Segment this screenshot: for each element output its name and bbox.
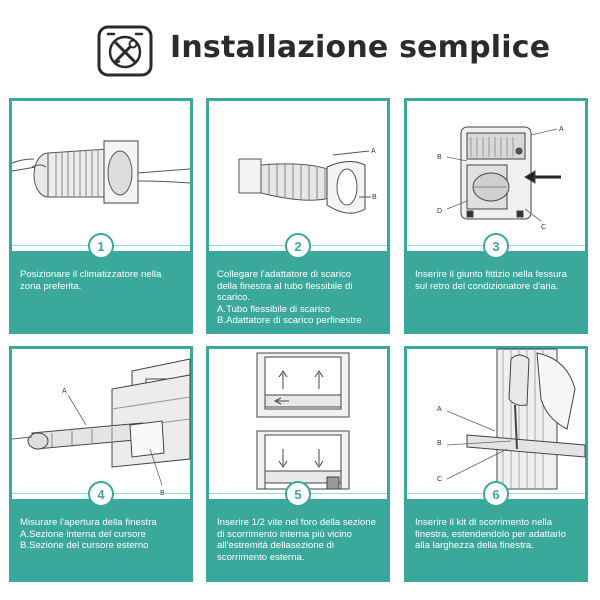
step-5-text (217, 517, 383, 563)
text-line: A.Sezione interna del cursore (20, 528, 146, 540)
label-B: B (437, 154, 442, 161)
step-1-panel (12, 251, 190, 331)
header (0, 0, 600, 92)
step-card-5 (206, 346, 390, 582)
text-line: alla larghezza della finestra. (415, 540, 534, 552)
step-number-badge: 5 (285, 481, 311, 507)
text-line: B.Sezione del cursore esterno (20, 540, 149, 552)
step-number-badge: 2 (285, 233, 311, 259)
text-line: scarico. (217, 292, 251, 304)
step-2-text (217, 269, 383, 327)
label-A: A (62, 388, 67, 395)
step-6-panel (407, 499, 585, 579)
step-card-6 (404, 346, 588, 582)
text-line: B.Adattatore di scarico perfinestre (217, 315, 362, 327)
step-1-illustration (12, 101, 190, 241)
step-number-badge: 1 (88, 233, 114, 259)
step-2-illustration (209, 101, 387, 241)
step-4-illustration (12, 349, 190, 489)
step-3-illustration (407, 101, 585, 241)
step-1-text (20, 269, 186, 292)
text-line: Inserire il kit di scorrimento nella (415, 517, 553, 528)
step-card-3 (404, 98, 588, 334)
label-B: B (372, 194, 377, 201)
step-4-text (20, 517, 186, 552)
page-title: Installazione semplice (170, 30, 551, 65)
text-line: all'estremità dellasezione di (217, 540, 335, 552)
label-A: A (559, 126, 564, 133)
step-number-badge: 6 (483, 481, 509, 507)
step-3-panel (407, 251, 585, 331)
step-number-badge: 3 (483, 233, 509, 259)
step-5-panel (209, 499, 387, 579)
text-line: scorrimento esterna. (217, 551, 305, 563)
text-line: di scorrimento interna più vicino (217, 528, 352, 540)
step-5-illustration (209, 349, 387, 489)
step-3-text (415, 269, 581, 292)
step-card-2 (206, 98, 390, 334)
text-line: A.Tubo flessibile di scarico (217, 303, 331, 315)
text-line: zona preferita. (20, 280, 82, 292)
text-line: Posizionare il climatizzatore nella (20, 269, 162, 280)
label-C: C (541, 224, 547, 231)
label-C: C (437, 476, 443, 483)
label-D: D (437, 208, 443, 215)
step-card-4 (9, 346, 193, 582)
step-4-panel (12, 499, 190, 579)
text-line: Inserire 1/2 vite nel foro della sezione (217, 517, 376, 528)
step-number-badge: 4 (88, 481, 114, 507)
text-line: Misurare l'apertura della finestra (20, 517, 157, 528)
step-card-1 (9, 98, 193, 334)
label-A: A (437, 406, 442, 413)
tools-icon (96, 22, 154, 80)
text-line: finestra, estendendolo per adattarlo (415, 528, 566, 540)
step-6-illustration (407, 349, 585, 489)
text-line: Inserire il giunto fittizio nella fessura (415, 269, 567, 280)
step-2-panel (209, 251, 387, 331)
label-A: A (371, 148, 376, 155)
step-6-text (415, 517, 581, 552)
text-line: Collegare l'adattatore di scarico (217, 269, 352, 280)
text-line: sul retro del condizionatore d'aria. (415, 280, 559, 292)
text-line: della finestra al tubo flessibile di (217, 280, 353, 292)
label-B: B (437, 440, 442, 447)
